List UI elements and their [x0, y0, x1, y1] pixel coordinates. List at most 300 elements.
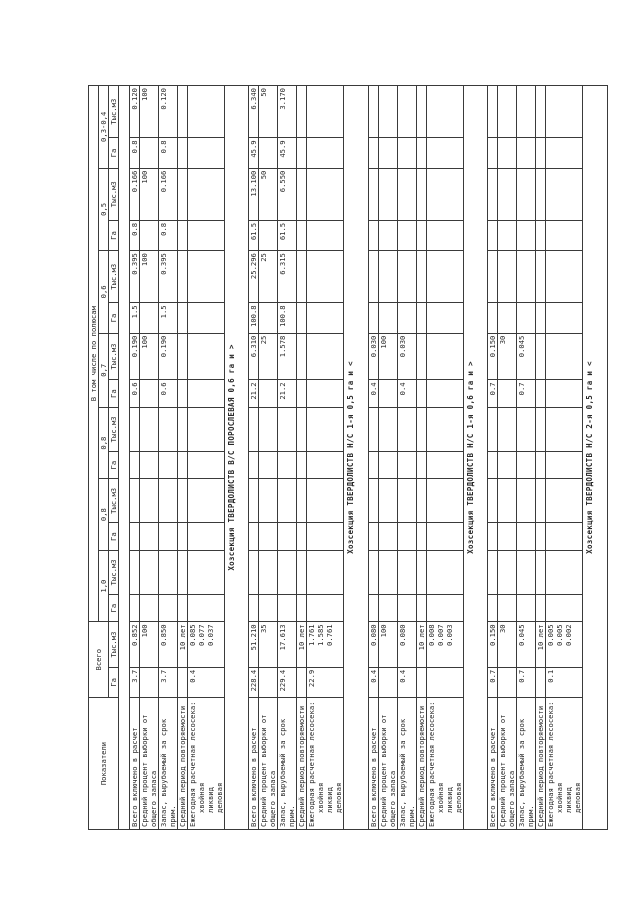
- strip-ga-cell: 1.5: [130, 303, 140, 333]
- strip-volume-cell: [517, 550, 536, 594]
- row-label-text: Запас, вырубаемый за срок прим.: [397, 718, 416, 827]
- strip-volume-cell: [130, 407, 140, 451]
- total-volume-cell: 10 лет: [536, 622, 546, 667]
- row-label-text: Всего включено в расчет: [488, 727, 498, 827]
- strip-volume-cell: 0.120: [130, 86, 140, 138]
- strip-ga-cell: [378, 594, 397, 622]
- strip-volume-cell: [178, 168, 188, 220]
- strip-volume-cell: [536, 168, 546, 220]
- row-label-text: Средний процент выборки от общего запаса: [498, 714, 517, 827]
- strip-volume-cell: 0.166: [130, 168, 140, 220]
- strip-ga-cell: [488, 220, 498, 250]
- row-label-text: Всего включено в расчет: [130, 727, 139, 827]
- strip-ga-cell: [378, 220, 397, 250]
- row-label-text: Запас, вырубаемый за срок прим.: [517, 718, 536, 827]
- total-volume-cell: 100: [140, 622, 159, 667]
- strip-ga-cell: [307, 523, 344, 551]
- strip-ga-cell: [140, 523, 159, 551]
- strip-ga-cell: [178, 523, 188, 551]
- strip-volume-cell: 13.100: [249, 168, 259, 220]
- table-row: [378, 86, 397, 830]
- strip-volume-cell: [536, 479, 546, 523]
- section-title: Хозсекция ТВЕРДОЛИСТВ Н/С 2-я 0,5 га и <: [583, 86, 607, 830]
- strip-ga-cell: [178, 138, 188, 168]
- row-label: [178, 698, 188, 830]
- strip-ga-cell: [368, 451, 378, 479]
- strip-volume-cell: [546, 251, 583, 303]
- table-row: [278, 86, 297, 830]
- strip-ga-cell: [378, 380, 397, 408]
- strip-volume-cell: [278, 550, 297, 594]
- strip-volume-cell: 25: [259, 333, 278, 380]
- strip-header: 0,3-0,4: [99, 86, 109, 169]
- spacer-cell: [119, 86, 130, 830]
- strip-volume-cell: [368, 550, 378, 594]
- total-ga-cell: 228.4: [249, 667, 259, 697]
- strip-ga-cell: [416, 594, 426, 622]
- strip-volume-cell: [517, 86, 536, 138]
- strip-ga-cell: 21.2: [278, 380, 297, 408]
- strip-volume-cell: [517, 479, 536, 523]
- strip-volume-cell: [378, 168, 397, 220]
- strip-volume-cell: [536, 251, 546, 303]
- strip-ga-cell: [368, 220, 378, 250]
- strip-ga-cell: [297, 594, 307, 622]
- strip-volume-cell: 6.315: [278, 251, 297, 303]
- strip-ga-cell: 1.5: [159, 303, 178, 333]
- strip-ga-cell: [259, 380, 278, 408]
- unit-ga-header: Га: [109, 303, 119, 333]
- strip-volume-cell: [297, 168, 307, 220]
- total-ga-cell: [416, 667, 426, 697]
- strip-volume-cell: 100: [140, 86, 159, 138]
- strip-volume-cell: [397, 479, 416, 523]
- strip-volume-cell: [307, 333, 344, 380]
- strip-volume-cell: 100: [140, 333, 159, 380]
- strip-ga-cell: [297, 451, 307, 479]
- strip-ga-cell: [416, 451, 426, 479]
- strip-ga-cell: [307, 380, 344, 408]
- row-sublabel: ликвид: [325, 787, 335, 813]
- strip-ga-cell: 61.5: [278, 220, 297, 250]
- strip-ga-cell: [397, 303, 416, 333]
- total-volume-cell: 30: [498, 622, 517, 667]
- strip-header: 1,0: [99, 550, 109, 622]
- strip-ga-cell: [178, 220, 188, 250]
- total-volume-cell: 10 лет: [178, 622, 188, 667]
- strip-ga-cell: [536, 220, 546, 250]
- strip-ga-cell: [416, 303, 426, 333]
- row-sublabel: хвойная: [316, 782, 326, 813]
- strip-volume-cell: [188, 251, 225, 303]
- unit-tm3-header: Тыс.м3: [109, 168, 119, 220]
- strip-ga-cell: [536, 523, 546, 551]
- unit-tm3-header: Тыс.м3: [109, 86, 119, 138]
- strip-ga-cell: [546, 523, 583, 551]
- strip-volume-cell: [297, 407, 307, 451]
- row-label: [259, 698, 278, 830]
- strip-ga-cell: 0.8: [159, 220, 178, 250]
- strip-ga-cell: [278, 594, 297, 622]
- strip-ga-cell: [488, 138, 498, 168]
- strip-ga-cell: 0.4: [368, 380, 378, 408]
- strip-ga-cell: [259, 451, 278, 479]
- strip-volume-cell: [159, 479, 178, 523]
- strip-ga-cell: [517, 220, 536, 250]
- strip-volume-cell: [307, 251, 344, 303]
- unit-ga-header: Га: [109, 667, 119, 697]
- unit-ga-header: Га: [109, 138, 119, 168]
- row-label-text: Ежегодная расчетная лесосека:: [188, 701, 197, 827]
- rotated-table-container: [88, 85, 610, 830]
- strip-volume-cell: [488, 407, 498, 451]
- strip-ga-cell: [130, 594, 140, 622]
- strip-ga-cell: [546, 380, 583, 408]
- strip-ga-cell: [536, 594, 546, 622]
- section-title: Хозсекция ТВЕРДОЛИСТВ Н/С 1-я 0,5 га и <: [344, 86, 368, 830]
- strip-ga-cell: [178, 451, 188, 479]
- strip-volume-cell: [159, 550, 178, 594]
- strip-ga-cell: [130, 523, 140, 551]
- section-title: Хозсекция ТВЕРДОЛИСТВ Н/С 1-я 0,6 га и >: [463, 86, 487, 830]
- strip-volume-cell: [426, 479, 463, 523]
- indicators-header: Показатели: [89, 698, 119, 830]
- total-volume-cell: 0.852: [130, 622, 140, 667]
- strip-volume-cell: [498, 168, 517, 220]
- strip-ga-cell: [188, 220, 225, 250]
- strip-header: 0,6: [99, 251, 109, 334]
- strip-ga-cell: [278, 451, 297, 479]
- strip-volume-cell: [416, 407, 426, 451]
- table-row: [249, 86, 259, 830]
- row-label-text: Средний период повторяемости: [178, 705, 187, 827]
- total-volume-cell: 0.080: [368, 622, 378, 667]
- strip-volume-cell: 0.030: [397, 333, 416, 380]
- strip-volume-cell: [188, 550, 225, 594]
- strip-ga-cell: [188, 303, 225, 333]
- total-volume-cell: 10 лет: [297, 622, 307, 667]
- strip-ga-cell: [397, 523, 416, 551]
- strip-volume-cell: [297, 479, 307, 523]
- total-ga-cell: 0.4: [368, 667, 378, 697]
- strip-volume-cell: [546, 86, 583, 138]
- section-header-row: [463, 86, 487, 830]
- strip-volume-cell: [426, 251, 463, 303]
- total-ga-cell: [426, 667, 463, 697]
- row-label: [188, 698, 225, 830]
- row-label: [307, 698, 344, 830]
- strip-volume-cell: [378, 550, 397, 594]
- strip-ga-cell: [536, 451, 546, 479]
- total-volume-cell: 0.850: [159, 622, 178, 667]
- strip-ga-cell: 0.7: [517, 380, 536, 408]
- total-volume-cell: 0.085 0.077 0.037: [188, 622, 225, 667]
- strip-ga-cell: [307, 594, 344, 622]
- strip-ga-cell: [259, 594, 278, 622]
- strip-ga-cell: [397, 220, 416, 250]
- table-row: [297, 86, 307, 830]
- total-volume-cell: 10 лет: [416, 622, 426, 667]
- strip-ga-cell: [159, 451, 178, 479]
- table-row: [416, 86, 426, 830]
- row-label: [498, 698, 517, 830]
- strip-ga-cell: [159, 594, 178, 622]
- strip-volume-cell: 0.190: [159, 333, 178, 380]
- strip-ga-cell: [140, 451, 159, 479]
- strip-volume-cell: [307, 550, 344, 594]
- strip-volume-cell: [536, 86, 546, 138]
- strip-ga-cell: [178, 303, 188, 333]
- strip-ga-cell: 45.9: [249, 138, 259, 168]
- strip-ga-cell: [378, 303, 397, 333]
- row-label-text: Ежегодная расчетная лесосека:: [546, 701, 556, 827]
- strip-ga-cell: [517, 451, 536, 479]
- strip-volume-cell: [416, 479, 426, 523]
- strip-volume-cell: [426, 333, 463, 380]
- row-label-text: Всего включено в расчет: [249, 727, 259, 827]
- strip-volume-cell: [488, 86, 498, 138]
- strip-ga-cell: [536, 303, 546, 333]
- total-volume-cell: 100: [378, 622, 397, 667]
- strip-ga-cell: [498, 220, 517, 250]
- strip-ga-cell: [140, 380, 159, 408]
- strip-volume-cell: [307, 407, 344, 451]
- strip-ga-cell: [368, 523, 378, 551]
- row-label-text: Средний процент выборки от общего запаса: [140, 714, 158, 827]
- strip-volume-cell: [249, 479, 259, 523]
- total-ga-cell: 229.4: [278, 667, 297, 697]
- strip-volume-cell: [426, 86, 463, 138]
- strip-volume-cell: [488, 550, 498, 594]
- strip-ga-cell: [159, 523, 178, 551]
- strip-ga-cell: [517, 138, 536, 168]
- unit-ga-header: Га: [109, 523, 119, 551]
- total-volume-cell: 0.150: [488, 622, 498, 667]
- strip-volume-cell: 100: [378, 333, 397, 380]
- table-row: [397, 86, 416, 830]
- total-ga-cell: 0.4: [397, 667, 416, 697]
- strip-volume-cell: [178, 550, 188, 594]
- table-row: [498, 86, 517, 830]
- strip-volume-cell: [278, 479, 297, 523]
- table-row: [368, 86, 378, 830]
- row-label: [140, 698, 159, 830]
- strip-ga-cell: [536, 380, 546, 408]
- strip-ga-cell: [546, 594, 583, 622]
- strip-volume-cell: 6.340: [249, 86, 259, 138]
- strip-volume-cell: [426, 550, 463, 594]
- row-label-text: Запас, вырубаемый за срок прим.: [159, 718, 177, 827]
- strip-ga-cell: [368, 303, 378, 333]
- total-ga-cell: 3.7: [159, 667, 178, 697]
- strip-ga-cell: [188, 380, 225, 408]
- strip-ga-cell: [140, 594, 159, 622]
- strip-ga-cell: [488, 594, 498, 622]
- strip-ga-cell: [498, 303, 517, 333]
- table-row: [178, 86, 188, 830]
- strip-ga-cell: [368, 138, 378, 168]
- table-row: [188, 86, 225, 830]
- strip-volume-cell: [249, 407, 259, 451]
- table-row: [426, 86, 463, 830]
- strip-ga-cell: [546, 303, 583, 333]
- strip-volume-cell: [140, 479, 159, 523]
- strip-volume-cell: 0.030: [368, 333, 378, 380]
- strip-volume-cell: [249, 550, 259, 594]
- strip-ga-cell: [297, 303, 307, 333]
- row-label-text: Всего включено в расчет: [368, 727, 378, 827]
- row-sublabel: деловая: [334, 782, 344, 813]
- strip-volume-cell: 100: [140, 168, 159, 220]
- strip-ga-cell: [368, 594, 378, 622]
- row-label: [536, 698, 546, 830]
- strip-volume-cell: [307, 86, 344, 138]
- strip-volume-cell: 0.395: [159, 251, 178, 303]
- strip-volume-cell: [416, 550, 426, 594]
- strip-volume-cell: [397, 407, 416, 451]
- strip-volume-cell: [368, 251, 378, 303]
- strip-volume-cell: [188, 86, 225, 138]
- strip-ga-cell: [297, 220, 307, 250]
- strip-volume-cell: [536, 550, 546, 594]
- strip-volume-cell: [378, 86, 397, 138]
- strip-volume-cell: [378, 251, 397, 303]
- strip-volume-cell: [259, 407, 278, 451]
- by-strips-header: В том числе по полюсам: [89, 86, 99, 622]
- strip-volume-cell: [517, 407, 536, 451]
- strip-ga-cell: [498, 594, 517, 622]
- strip-volume-cell: [178, 251, 188, 303]
- strip-ga-cell: 0.7: [488, 380, 498, 408]
- total-header: Всего: [89, 622, 109, 698]
- strip-volume-cell: [416, 86, 426, 138]
- strip-ga-cell: [426, 523, 463, 551]
- strip-volume-cell: [546, 550, 583, 594]
- strip-ga-cell: [140, 303, 159, 333]
- row-label: [546, 698, 583, 830]
- strip-ga-cell: [416, 380, 426, 408]
- strip-ga-cell: [297, 380, 307, 408]
- strip-ga-cell: [188, 451, 225, 479]
- row-label: [397, 698, 416, 830]
- row-label-text: Ежегодная расчетная лесосека:: [426, 701, 436, 827]
- strip-ga-cell: [488, 523, 498, 551]
- row-label-text: Средний процент выборки от общего запаса: [259, 714, 278, 827]
- strip-volume-cell: 50: [259, 168, 278, 220]
- unit-tm3-header: Тыс.м3: [109, 407, 119, 451]
- row-sublabel: деловая: [453, 782, 463, 813]
- strip-volume-cell: 0.166: [159, 168, 178, 220]
- strip-volume-cell: 0.395: [130, 251, 140, 303]
- strip-volume-cell: [488, 479, 498, 523]
- strip-volume-cell: [368, 168, 378, 220]
- strip-volume-cell: [159, 407, 178, 451]
- strip-volume-cell: [546, 407, 583, 451]
- strip-ga-cell: [259, 303, 278, 333]
- section-header-row: [344, 86, 368, 830]
- strip-volume-cell: [498, 407, 517, 451]
- strip-header: 0,8: [99, 407, 109, 479]
- table-row: [536, 86, 546, 830]
- strip-ga-cell: [307, 220, 344, 250]
- strip-ga-cell: [517, 303, 536, 333]
- table-row: [130, 86, 140, 830]
- strip-volume-cell: [368, 479, 378, 523]
- strip-ga-cell: [426, 138, 463, 168]
- strip-ga-cell: [378, 451, 397, 479]
- unit-tm3-header: Тыс.м3: [109, 251, 119, 303]
- strip-ga-cell: [188, 138, 225, 168]
- row-label: [130, 698, 140, 830]
- strip-volume-cell: [178, 479, 188, 523]
- strip-volume-cell: [517, 168, 536, 220]
- strip-volume-cell: [259, 479, 278, 523]
- total-ga-cell: 22.9: [307, 667, 344, 697]
- total-ga-cell: 0.4: [188, 667, 225, 697]
- strip-ga-cell: [378, 523, 397, 551]
- strip-volume-cell: 25: [259, 251, 278, 303]
- row-label-text: Средний процент выборки от общего запаса: [378, 714, 397, 827]
- row-sublabel: хвойная: [197, 782, 206, 813]
- strip-volume-cell: [546, 479, 583, 523]
- strip-ga-cell: [307, 138, 344, 168]
- strip-ga-cell: 21.2: [249, 380, 259, 408]
- total-volume-cell: 51.210: [249, 622, 259, 667]
- strip-volume-cell: 3.170: [278, 86, 297, 138]
- strip-ga-cell: [498, 523, 517, 551]
- strip-ga-cell: 0.6: [159, 380, 178, 408]
- table-row: [159, 86, 178, 830]
- row-label: [416, 698, 426, 830]
- strip-volume-cell: [397, 86, 416, 138]
- strip-ga-cell: [416, 523, 426, 551]
- table-body: [119, 86, 608, 830]
- strip-volume-cell: [140, 407, 159, 451]
- strip-header: 0,5: [99, 168, 109, 251]
- strip-volume-cell: 0.045: [517, 333, 536, 380]
- strip-volume-cell: [378, 407, 397, 451]
- strip-volume-cell: [546, 168, 583, 220]
- total-volume-cell: 0.005 0.005 0.002: [546, 622, 583, 667]
- unit-tm3-header: Тыс.м3: [109, 622, 119, 667]
- strip-volume-cell: [188, 333, 225, 380]
- strip-volume-cell: [368, 86, 378, 138]
- strip-volume-cell: 30: [498, 333, 517, 380]
- strip-ga-cell: [426, 220, 463, 250]
- strip-volume-cell: [297, 86, 307, 138]
- row-label: [426, 698, 463, 830]
- strip-volume-cell: 6.550: [278, 168, 297, 220]
- table-row: [307, 86, 344, 830]
- row-label: [297, 698, 307, 830]
- strip-volume-cell: [546, 333, 583, 380]
- strip-volume-cell: [397, 168, 416, 220]
- total-ga-cell: [498, 667, 517, 697]
- total-ga-cell: [378, 667, 397, 697]
- strip-volume-cell: [378, 479, 397, 523]
- strip-ga-cell: 0.8: [159, 138, 178, 168]
- row-sublabel: ликвид: [206, 787, 215, 813]
- strip-ga-cell: [546, 220, 583, 250]
- strip-ga-cell: [188, 594, 225, 622]
- strip-ga-cell: [297, 523, 307, 551]
- table-row: [259, 86, 278, 830]
- strip-volume-cell: [278, 407, 297, 451]
- strip-volume-cell: [130, 550, 140, 594]
- strip-volume-cell: [536, 333, 546, 380]
- section-header-row: [225, 86, 249, 830]
- total-ga-cell: 3.7: [130, 667, 140, 697]
